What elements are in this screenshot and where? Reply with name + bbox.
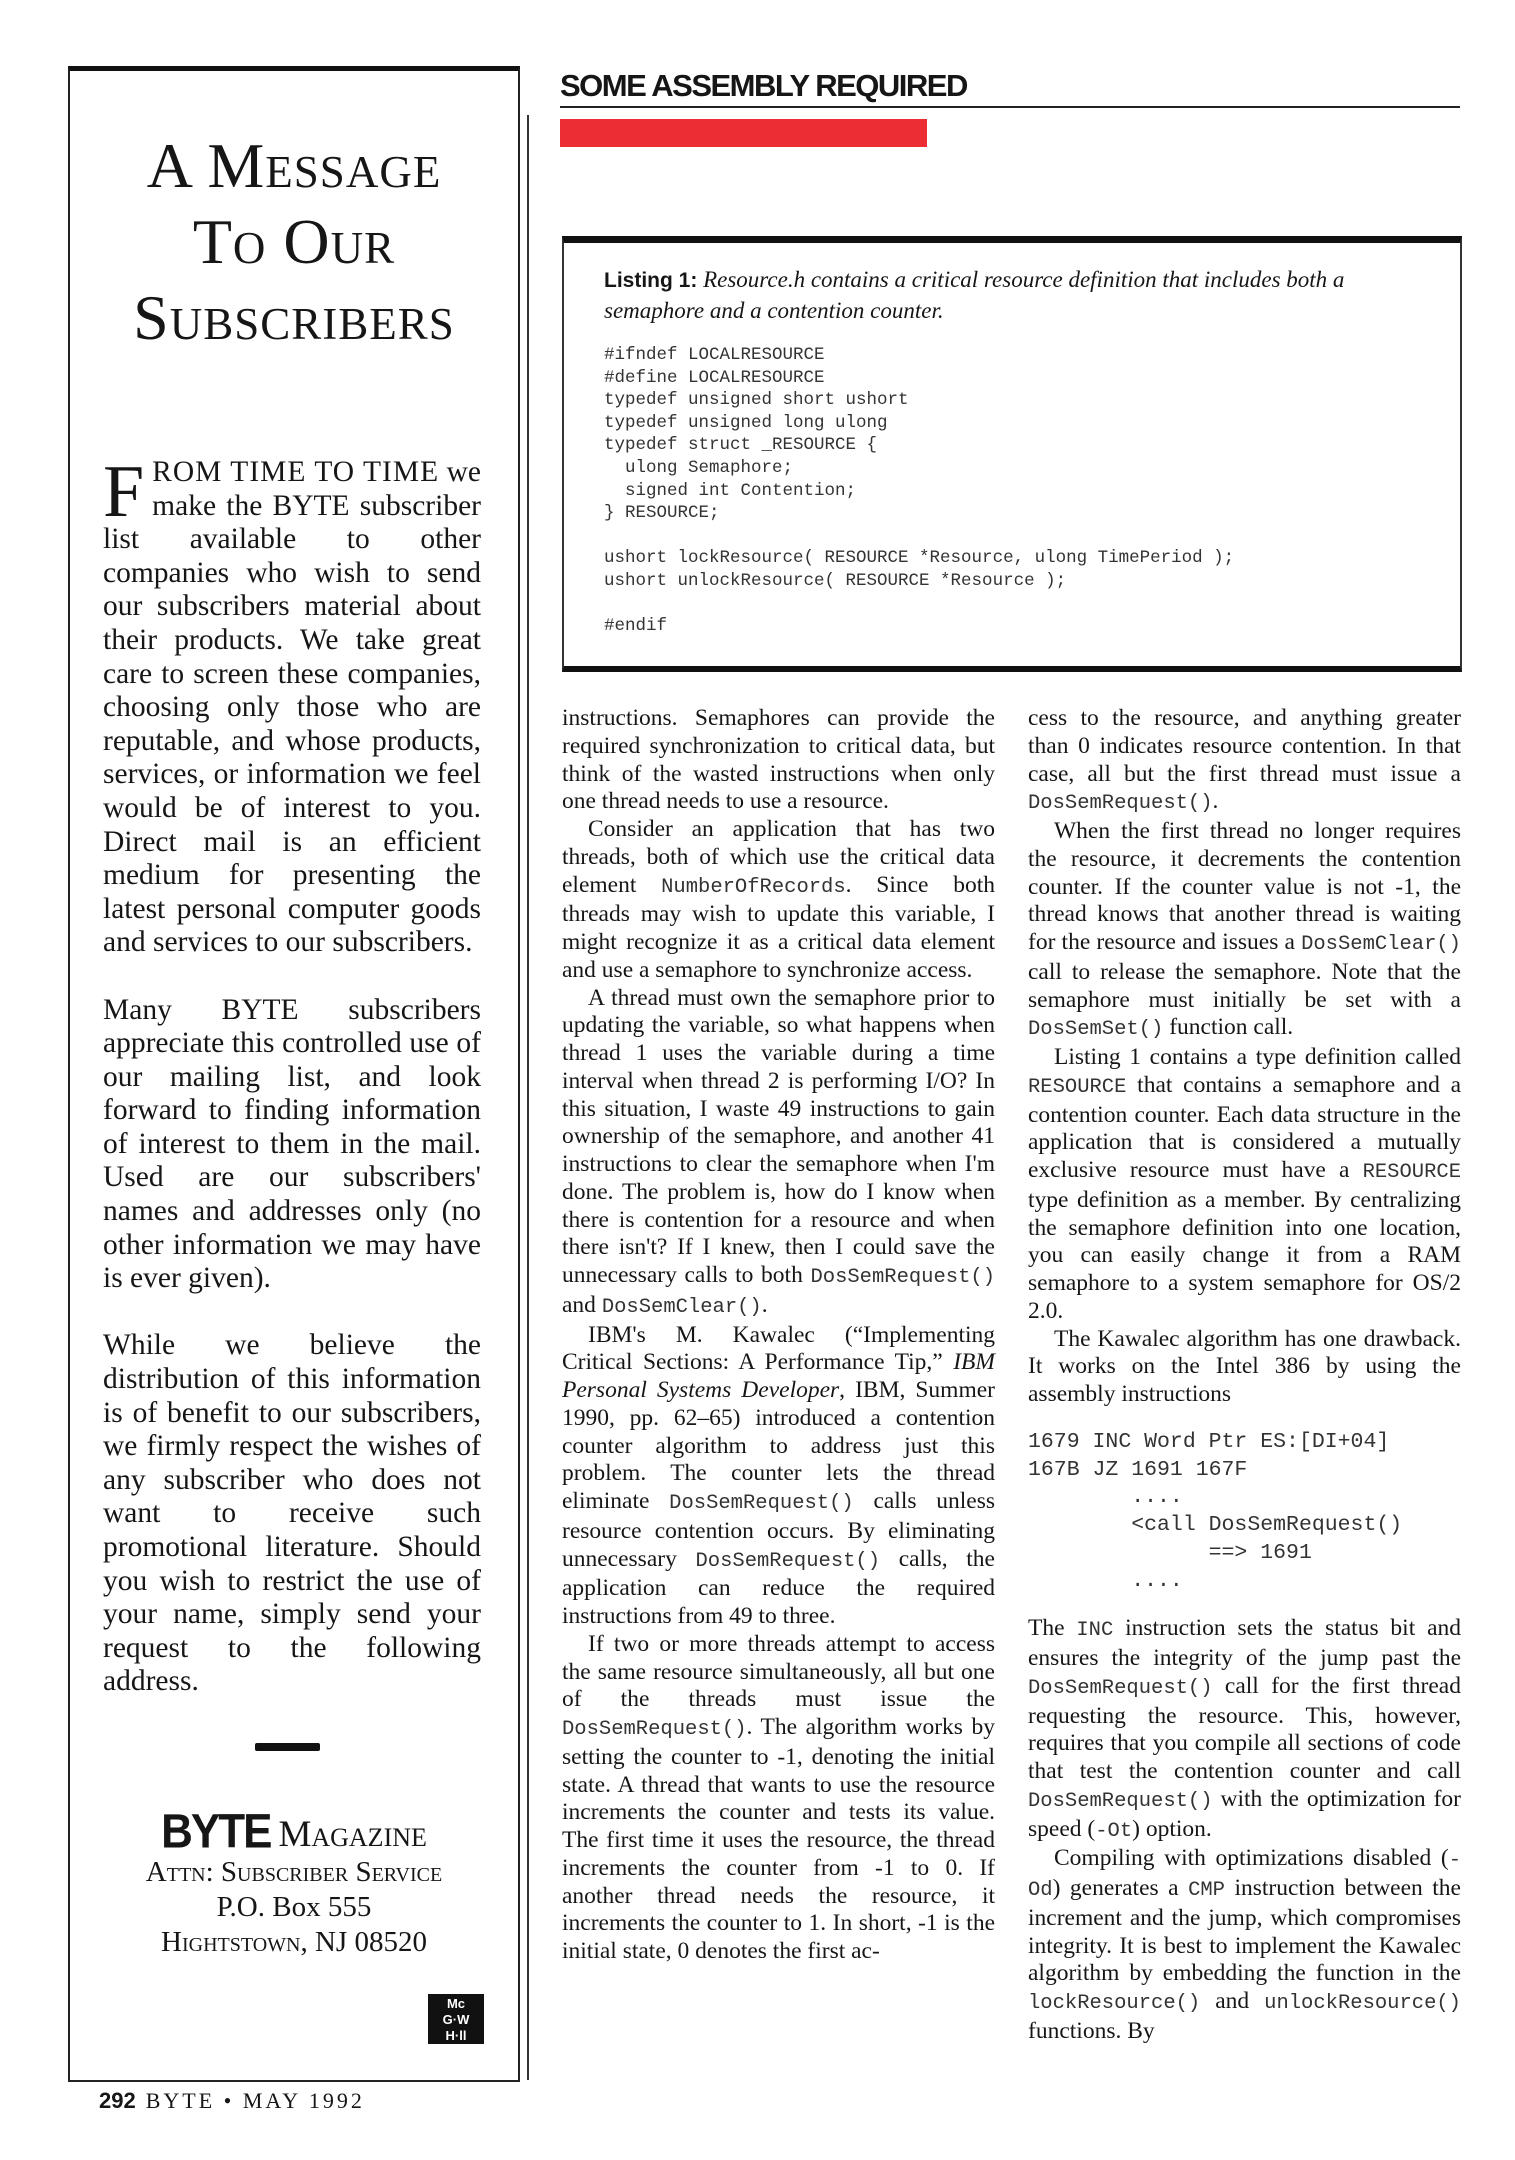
paragraph-text: ) option.: [1132, 1815, 1212, 1842]
code-line: signed int Contention;: [604, 480, 857, 501]
paragraph-text: ) generates a: [1052, 1875, 1189, 1901]
article-paragraph: [1028, 1044, 1461, 1326]
code-term: -Ot: [1095, 1819, 1133, 1843]
page-footer: [99, 2088, 365, 2114]
article-paragraph: [562, 1631, 995, 1966]
title-line: To Our: [192, 206, 396, 277]
code-line: typedef unsigned long ulong: [604, 412, 888, 433]
article-column-1: [562, 705, 995, 1966]
notice-paragraph: [103, 451, 482, 960]
asm-line: ==> 1691: [1028, 1540, 1312, 1565]
paragraph-text: If two or more threads attempt to access the same resource simultaneously, all but one of the threads must issue the: [562, 1630, 995, 1713]
code-term: DosSemRequest(): [562, 1718, 747, 1741]
paragraph-text: and: [1200, 1988, 1265, 2014]
code-term: DosSemRequest(): [1028, 1789, 1213, 1813]
article-paragraph: [1028, 1326, 1461, 1409]
column-divider: [527, 115, 529, 2080]
notice-paragraph: While we believe the distribution of this information is of benefit to our subscribers, we firmly respect the wishes of any subscriber who does not want to receive such promotional literature. Should you wish to restrict the use of your name, simply send your request to the following address.: [103, 1329, 481, 1698]
listing-box: [562, 236, 1462, 672]
asm-line: 1679 INC Word Ptr ES:[DI+04]: [1028, 1429, 1390, 1454]
lead-in: ROM TIME TO TIME: [152, 456, 440, 488]
code-term: DosSemRequest(): [669, 1492, 854, 1515]
article-paragraph: [1028, 705, 1461, 818]
asm-line: 167B JZ 1691 167F: [1028, 1457, 1248, 1482]
address-city: Hightstown, NJ 08520: [161, 1926, 427, 1958]
code-term: DosSemRequest(): [1028, 792, 1213, 816]
code-term: INC: [1076, 1619, 1114, 1643]
paragraph-text: The Kawalec algorithm has one drawback. It works on the Intel 386 by using the assembly instructions: [1028, 1325, 1461, 1407]
address-attn: Attn: Subscriber Service: [145, 1856, 443, 1888]
paragraph-text: A thread must own the semaphore prior to updating the variable, so what happens when thread 1 uses the variable during a time interval when thread 2 is performing I/O? In this situation, I waste 49 instructions to gain ownership of the semaphore, and another 41 instructions to clear the semaphore when I'm done. The problem is, how do I know when there is contention for a resource and when there isn't? If I knew, then I could save the unnecessary calls to both: [562, 984, 995, 1288]
paragraph-text: , IBM, Summer 1990, pp. 62–65) introduced a contention counter algorithm to address just this problem. The counter lets the thread eliminate: [562, 1377, 995, 1514]
code-line: } RESOURCE;: [604, 503, 720, 524]
section-title: SOME ASSEMBLY REQUIRED: [560, 66, 1460, 108]
article-paragraph: [562, 816, 995, 985]
asm-line: <call DosSemRequest(): [1028, 1513, 1403, 1537]
code-term: DosSemRequest(): [810, 1266, 995, 1289]
code-term: NumberOfRecords: [661, 875, 846, 899]
paragraph-text: call to release the semaphore. Note that the semaphore must initially be set with a: [1028, 958, 1461, 1013]
code-line: #define LOCALRESOURCE: [604, 367, 825, 388]
listing-code: [604, 344, 1420, 638]
paragraph-text: we make the BYTE subscriber list available to other companies who wish to send our subscribers material about their products. We take great care to screen these companies, choosing only those who are reputable, and whose products, services, or information we feel would be of interest to you. Direct mail is an efficient medium for presenting the latest personal computer goods and services to our subscribers.: [103, 456, 482, 959]
code-term: DosSemSet(): [1028, 1018, 1164, 1042]
article-paragraph: [562, 1322, 995, 1631]
drop-cap: F: [103, 451, 145, 533]
paragraph-text: cess to the resource, and anything greater than 0 indicates resource contention. In that case, all but the first thread must issue a: [1028, 705, 1461, 787]
article-column-2: [1028, 705, 1461, 2046]
paragraph-text: instruction between the increment and the jump, which compromises integrity. It is best to implement the Kawalec algorithm by embedding the function in the: [1028, 1875, 1461, 1987]
paragraph-text: .: [761, 1291, 768, 1318]
listing-caption: [604, 265, 1420, 326]
paragraph-text: calls unless resource contention occurs. By eliminating unnecessary: [562, 1488, 995, 1572]
code-line: [604, 593, 1420, 616]
column-2-lower-text: [1028, 1615, 1461, 2045]
article-paragraph: [1028, 1615, 1461, 1845]
code-line: #ifndef LOCALRESOURCE: [604, 345, 825, 365]
code-term: DosSemClear(): [1301, 933, 1461, 956]
code-term: DosSemRequest(): [1028, 1676, 1213, 1700]
paragraph-text: that contains a semaphore and a contention counter. Each data structure in the application that is considered a mutually exclusive resource must have a: [1028, 1071, 1461, 1183]
code-line: typedef struct _RESOURCE {: [604, 435, 878, 456]
asm-line: ....: [1028, 1568, 1183, 1593]
listing-label: Listing 1:: [604, 269, 698, 292]
code-term: lockResource(): [1028, 1992, 1201, 2015]
code-term: unlockResource(): [1264, 1992, 1461, 2015]
notice-title: [70, 128, 518, 356]
paragraph-text: Compiling with optimizations disabled (: [1054, 1845, 1449, 1872]
divider-dash: [255, 1743, 320, 1751]
asm-line: ....: [1028, 1485, 1183, 1510]
italic-text: IBM Personal Systems Developer: [562, 1349, 995, 1403]
code-line: typedef unsigned short ushort: [604, 390, 909, 411]
paragraph-text: call for the first thread requesting the resource. This, however, requires that you compile all sections of code that test the contention counter and call: [1028, 1672, 1461, 1784]
article-paragraph: [1028, 818, 1461, 1044]
code-term: DosSemRequest(): [695, 1549, 881, 1573]
paragraph-text: Consider an application that has two threads, both of which use the critical data element: [562, 816, 995, 898]
paragraph-text: instruction sets the status bit and ensures the integrity of the jump past the: [1028, 1615, 1461, 1671]
paragraph-text: Listing 1 contains a type definition called: [1054, 1044, 1461, 1070]
code-term: CMP: [1188, 1879, 1225, 1902]
page-number: 292: [99, 2088, 136, 2113]
footer-text: BYTE • MAY 1992: [145, 2088, 365, 2113]
address-box: P.O. Box 555: [216, 1891, 372, 1923]
paragraph-text: function call.: [1163, 1014, 1294, 1041]
article-paragraph: [1028, 1845, 1461, 2045]
paragraph-text: The: [1028, 1615, 1077, 1642]
caption-text: Resource.h contains a critical resource definition that includes both a semaphore and a contention counter.: [604, 267, 1345, 323]
notice-paragraph: Many BYTE subscribers appreciate this controlled use of our mailing list, and look forward to finding information of interest to them in the mail. Used are our subscribers' names and addresses only (no other information we may have is ever given).: [103, 993, 481, 1295]
article-paragraph: [562, 985, 995, 1322]
accent-bar: [560, 119, 927, 147]
paragraph-text: .: [1212, 788, 1219, 815]
article-paragraph: [562, 705, 995, 816]
column-2-upper-text: [1028, 705, 1461, 1409]
paragraph-text: calls, the application can reduce the required instructions from 49 to three.: [562, 1545, 995, 1629]
code-term: RESOURCE: [1362, 1161, 1461, 1184]
title-line: A Message: [146, 130, 442, 201]
paragraph-text: with the optimization for speed (: [1028, 1785, 1461, 1842]
notice-body: [103, 451, 482, 1733]
paragraph-text: functions. By: [1028, 2017, 1155, 2044]
code-line: #endif: [604, 616, 668, 637]
code-line: ushort unlockResource( RESOURCE *Resource );: [604, 570, 1067, 591]
code-line: ushort lockResource( RESOURCE *Resource, ulong TimePeriod );: [604, 548, 1235, 569]
paragraph-text: . Since both threads may wish to update this variable, I might recognize it as a critical data element and use a semaphore to synchronize access.: [562, 871, 995, 983]
mailing-address: [70, 1804, 518, 1960]
paragraph-text: and: [562, 1291, 602, 1318]
paragraph-text: type definition as a member. By centralizing the semaphore definition into one location, you can easily change it from a RAM semaphore to a system semaphore for OS/2 2.0.: [1028, 1186, 1461, 1324]
code-term: DosSemClear(): [601, 1295, 762, 1319]
mcgraw-hill-logo: Mc G·W H·ll: [428, 1994, 484, 2044]
assembly-code: [1028, 1429, 1461, 1596]
paragraph-text: When the first thread no longer requires the resource, it decrements the contention counter. If the counter value is not -1, the thread knows that another thread is waiting for the resource and issues a: [1028, 818, 1461, 955]
byte-logo: BYTE: [161, 1804, 271, 1859]
code-line: [604, 525, 1420, 548]
code-term: -Od: [1028, 1849, 1461, 1902]
paragraph-text: IBM's M. Kawalec (“Implementing Critical Sections: A Performance Tip,”: [562, 1321, 995, 1376]
paragraph-text: instructions. Semaphores can provide the required synchronization to critical data, but think of the wasted instructions when only one thread needs to use a resource.: [562, 705, 995, 815]
code-line: ulong Semaphore;: [604, 457, 794, 478]
code-term: RESOURCE: [1028, 1075, 1127, 1099]
title-line: Subscribers: [133, 282, 455, 353]
magazine-label: Magazine: [278, 1814, 427, 1855]
paragraph-text: . The algorithm works by setting the counter to -1, denoting the initial state. A thread that wants to use the resource increments the counter and tests its value. The first time it uses the resource, the thread increments the counter from -1 to 0. If another thread needs the resource, it increments the counter to 1. In short, -1 is the initial state, 0 denotes the first ac-: [562, 1714, 995, 1964]
